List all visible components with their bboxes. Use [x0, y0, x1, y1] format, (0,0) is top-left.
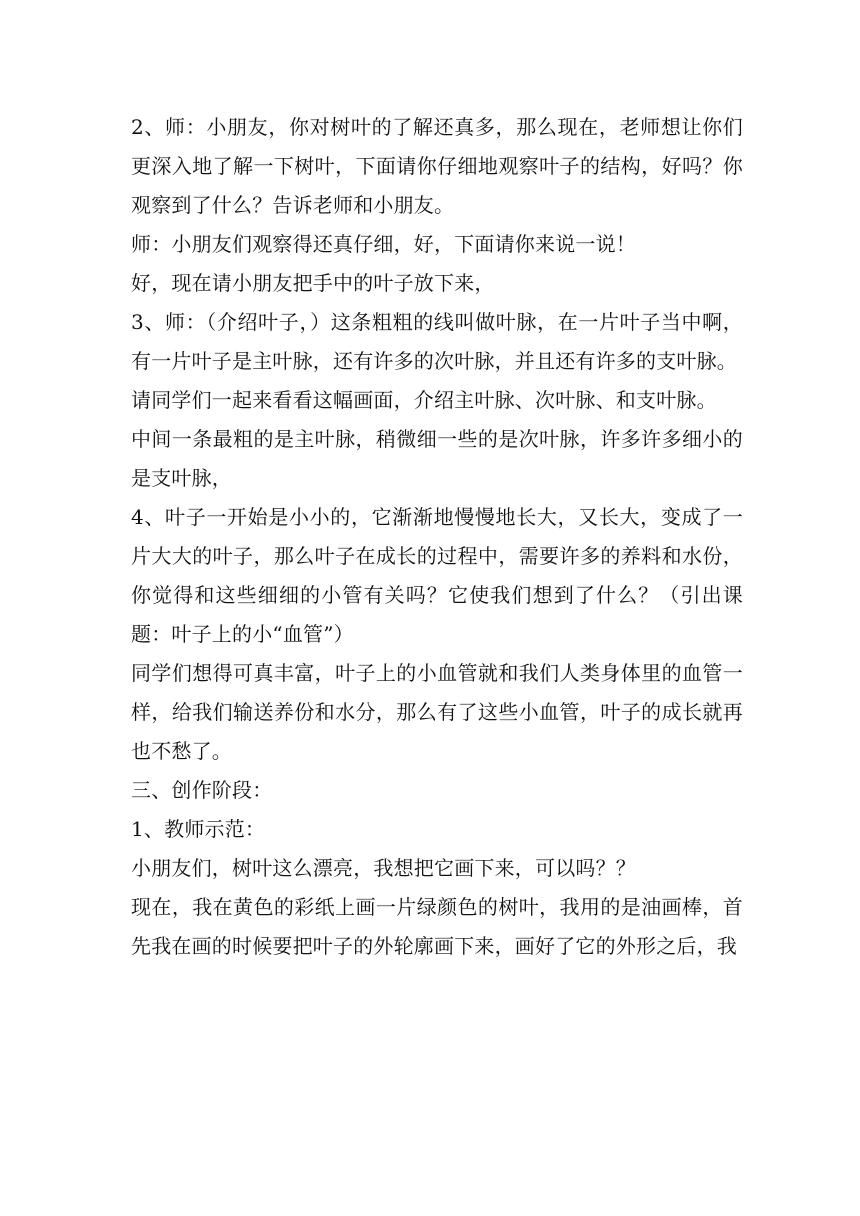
- paragraph-vein-types: 中间一条最粗的是主叶脉，稍微细一些的是次叶脉，许多许多细小的是支叶脉，: [131, 427, 743, 490]
- paragraph-look-at-picture: 请同学们一起来看看这幅画面，介绍主叶脉、次叶脉、和支叶脉。: [131, 388, 717, 412]
- paragraph-put-down-leaf: 好，现在请小朋友把手中的叶子放下来，: [131, 271, 495, 295]
- subheading-teacher-demo: 1、教师示范：: [131, 817, 266, 841]
- paragraph-draw-leaf-question: 小朋友们，树叶这么漂亮，我想把它画下来，可以吗？？: [131, 856, 636, 880]
- paragraph-drawing-process: 现在，我在黄色的彩纸上画一片绿颜色的树叶，我用的是油画棒，首先我在画的时候要把叶子的外轮廓画下来，画好了它的外形之后，我: [131, 895, 743, 958]
- paragraph-introduce-veins: 3、师：（介绍叶子，）这条粗粗的线叫做叶脉，在一片叶子当中啊，有一片叶子是主叶脉，还有许多的次叶脉，并且还有许多的支叶脉。: [131, 310, 743, 373]
- paragraph-teacher-observe-leaf: 2、师：小朋友，你对树叶的了解还真多，那么现在，老师想让你们更深入地了解一下树叶，下面请你仔细地观察叶子的结构，好吗？你观察到了什么？告诉老师和小朋友。: [131, 115, 743, 217]
- paragraph-blood-vessel-analogy: 同学们想得可真丰富，叶子上的小血管就和我们人类身体里的血管一样，给我们输送养份和水分，那么有了这些小血管，叶子的成长就再也不愁了。: [131, 661, 743, 763]
- paragraph-leaf-growth: 4、叶子一开始是小小的，它渐渐地慢慢地长大，又长大，变成了一片大大的叶子，那么叶子在成长的过程中，需要许多的养料和水份，你觉得和这些细细的小管有关吗？它使我们想到了什么？（引出课题：叶子上的小“血管”）: [131, 505, 743, 646]
- document-body: [131, 108, 743, 966]
- section-heading-creation: 三、创作阶段：: [131, 778, 273, 802]
- paragraph-teacher-praise: 师：小朋友们观察得还真仔细，好，下面请你来说一说！: [131, 232, 636, 256]
